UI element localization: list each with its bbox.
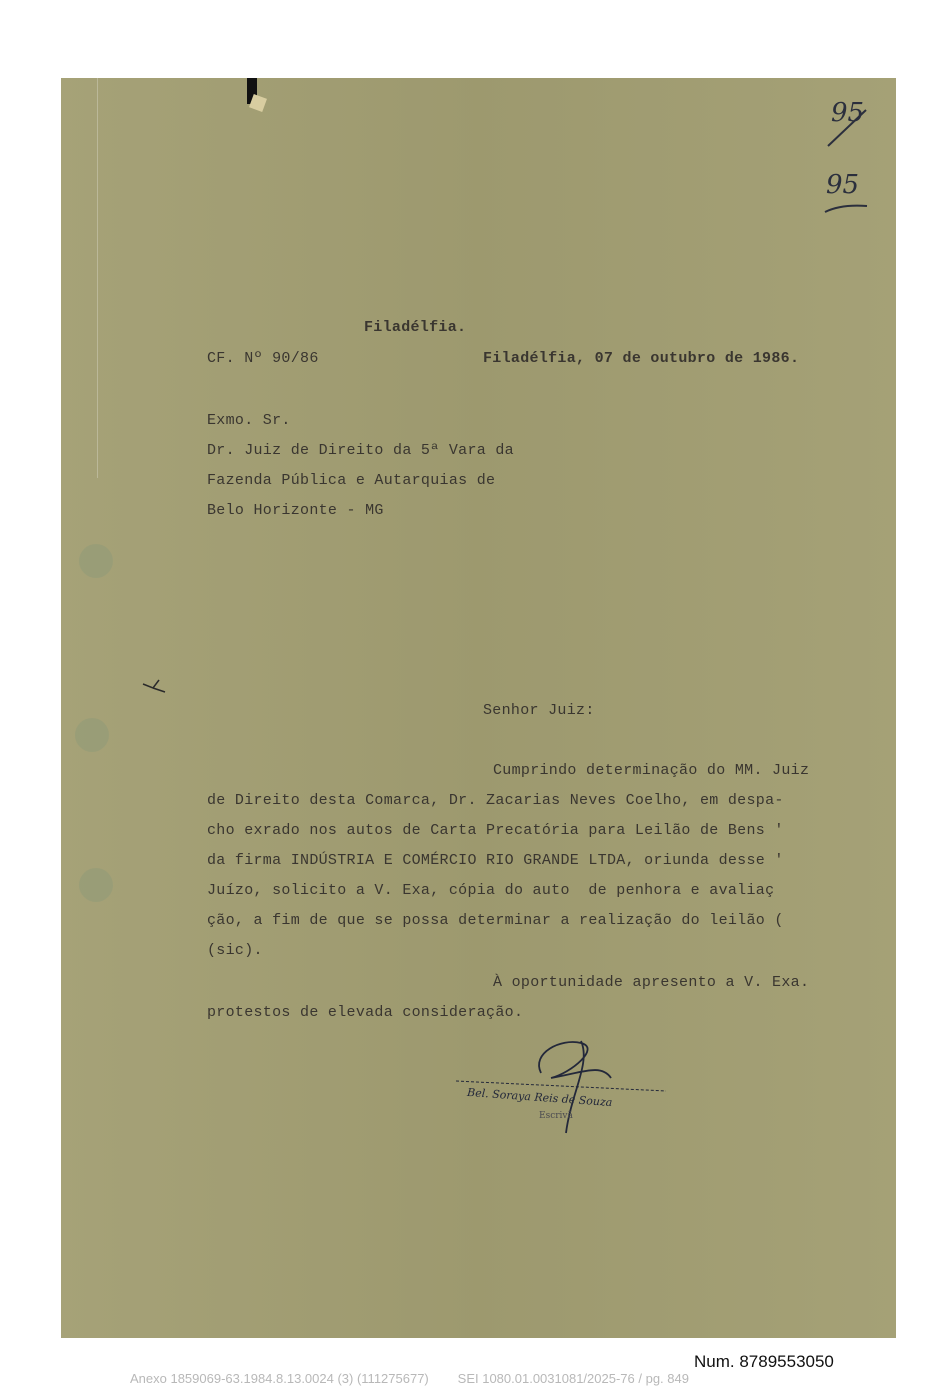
sei-reference: Anexo 1859069-63.1984.8.13.0024 (3) (111275677) SEI 1080.01.0031081/2025-76 / pg. 849 bbox=[130, 1371, 689, 1386]
underline-mark-icon bbox=[821, 198, 871, 218]
addressee-line: Belo Horizonte - MG bbox=[207, 502, 384, 519]
signature-role: Escrivã bbox=[539, 1111, 573, 1121]
page-number-handwritten: 95 bbox=[831, 98, 865, 128]
reference-number: CF. Nº 90/86 bbox=[207, 350, 319, 367]
page-number-handwritten: 95 bbox=[826, 170, 860, 200]
body-line: de Direito desta Comarca, Dr. Zacarias Neves Coelho, em despa- bbox=[207, 792, 784, 809]
salutation: Senhor Juiz: bbox=[483, 702, 595, 719]
addressee-line: Fazenda Pública e Autarquias de bbox=[207, 472, 496, 489]
punch-hole bbox=[79, 544, 113, 578]
closing-line: protestos de elevada consideração. bbox=[207, 1004, 524, 1021]
document-number: Num. 8789553050 bbox=[694, 1352, 834, 1371]
binding-tab bbox=[249, 94, 267, 112]
addressee-line: Dr. Juiz de Direito da 5ª Vara da bbox=[207, 442, 514, 459]
body-line: ção, a fim de que se possa determinar a realização do leilão ( bbox=[207, 912, 784, 929]
strike-mark-icon bbox=[826, 102, 871, 152]
addressee-line: Exmo. Sr. bbox=[207, 412, 291, 429]
punch-hole bbox=[79, 868, 113, 902]
body-line: Juízo, solicito a V. Exa, cópia do auto de penhora e avaliaç bbox=[207, 882, 775, 899]
punch-hole bbox=[75, 718, 109, 752]
body-line: Cumprindo determinação do MM. Juiz bbox=[493, 762, 810, 779]
body-line: cho exrado nos autos de Carta Precatória para Leilão de Bens ' bbox=[207, 822, 784, 839]
page-edge-mark bbox=[97, 78, 98, 478]
signature-name: Bel. Soraya Reis de Souza bbox=[466, 1085, 613, 1110]
margin-mark-icon bbox=[141, 676, 171, 696]
scanned-document-page bbox=[61, 78, 896, 1338]
body-line: da firma INDÚSTRIA E COMÉRCIO RIO GRANDE LTDA, oriunda desse ' bbox=[207, 852, 784, 869]
date-line: Filadélfia, 07 de outubro de 1986. bbox=[483, 350, 800, 367]
place-header: Filadélfia. bbox=[364, 319, 467, 336]
closing-line: À oportunidade apresento a V. Exa. bbox=[493, 974, 810, 991]
body-line: (sic). bbox=[207, 942, 263, 959]
